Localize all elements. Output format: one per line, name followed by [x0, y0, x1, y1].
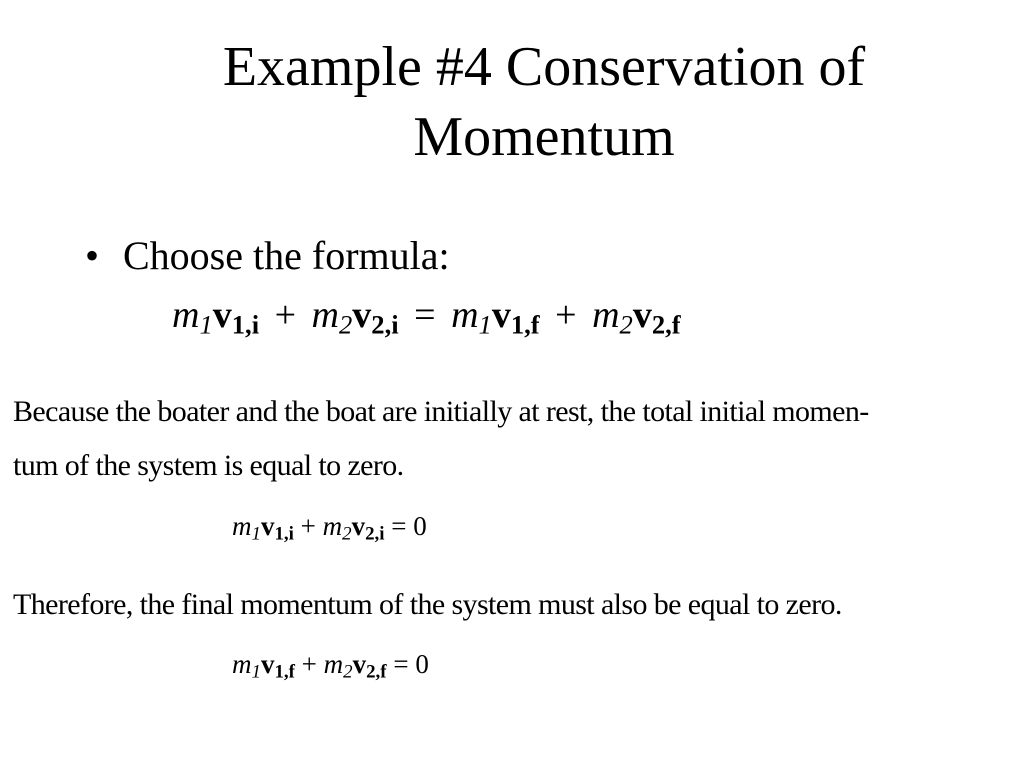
paragraph-initial-line-2: tum of the system is equal to zero. — [13, 449, 404, 482]
formula-term: $m_1v_{1,i}$ — [172, 294, 260, 340]
momentum-formula — [172, 290, 681, 350]
formula-term: $m_2v_{2,i}$ — [322, 511, 385, 545]
initial-momentum-formula — [232, 508, 427, 553]
formula-rhs: 0 — [415, 649, 429, 679]
formula-term: $m_1v_{1,f}$ — [232, 649, 295, 683]
formula-term: $m_2v_{2,f}$ — [323, 649, 387, 683]
bullet-item — [85, 232, 450, 280]
plus-operator: + — [274, 294, 297, 336]
plus-operator: + — [555, 294, 577, 336]
equals-operator: = — [414, 294, 436, 336]
formula-term: $m_2v_{2,f}$ — [592, 294, 681, 340]
paragraph-final: Therefore, the final momentum of the system must also be equal to zero. — [13, 588, 842, 621]
final-momentum-formula — [232, 646, 429, 691]
formula-rhs: 0 — [413, 511, 427, 541]
title-line-2: Momentum — [413, 106, 675, 168]
bullet-marker: • — [85, 233, 100, 278]
formula-term: $m_2v_{2,i}$ — [311, 294, 399, 340]
plus-operator: + — [301, 649, 317, 679]
title-line-1: Example #4 Conservation of — [222, 36, 866, 98]
bullet-text: Choose the formula: — [123, 233, 450, 278]
slide-title — [62, 32, 1024, 172]
formula-term: $m_1v_{1,i}$ — [232, 511, 294, 545]
equals-operator: = — [393, 649, 409, 679]
plus-operator: + — [300, 511, 316, 541]
formula-term: $m_1v_{1,f}$ — [451, 294, 540, 340]
paragraph-initial-line-1: Because the boater and the boat are initially at rest, the total initial momen- — [13, 395, 869, 428]
equals-operator: = — [391, 511, 407, 541]
